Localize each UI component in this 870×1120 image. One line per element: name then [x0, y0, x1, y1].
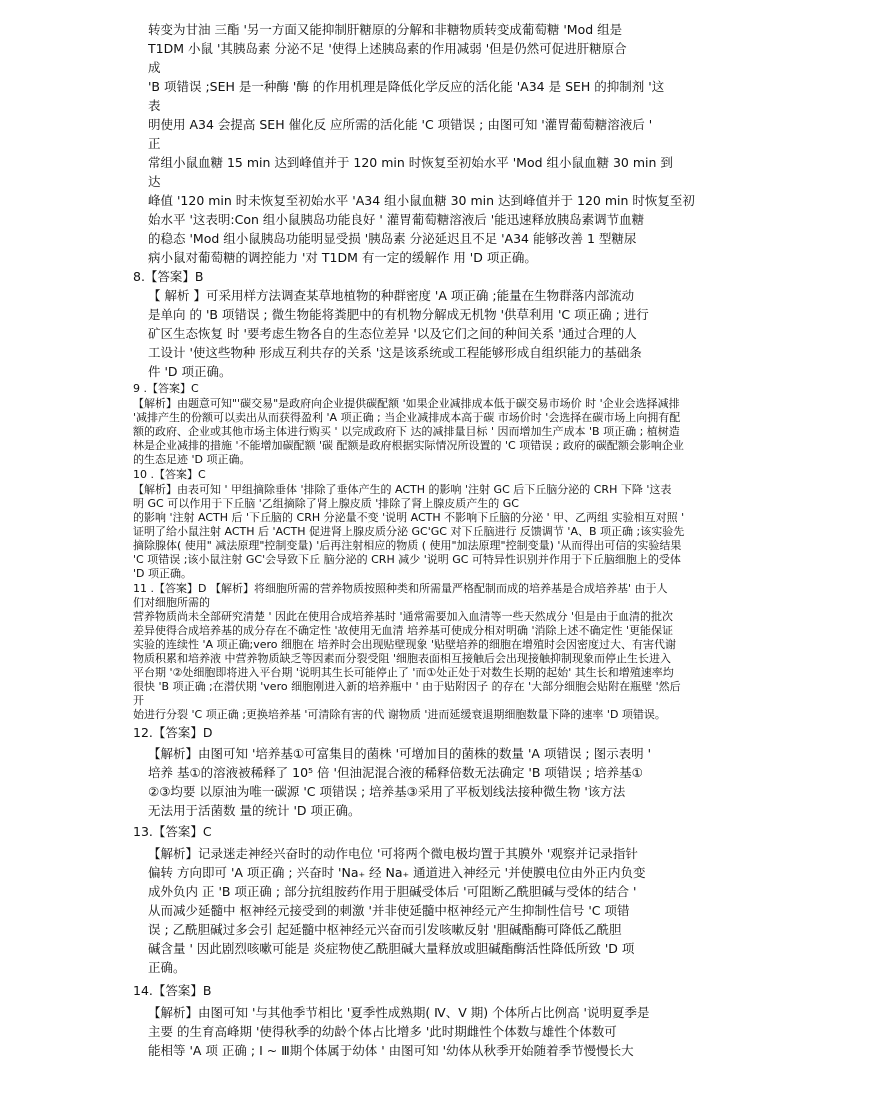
- text-line: 培养 基①的溶液被稀释了 10⁵ 倍 '但油泥混合液的稀释倍数无法确定 'B 项错误 ; 培养基①: [148, 765, 643, 780]
- text-line: 开: [133, 694, 144, 707]
- text-line: 转变为甘油 三酯 '另一方面又能抑制肝糖原的分解和非糖物质转变成葡萄糖 'Mod 组是: [148, 22, 623, 37]
- text-line: 能相等 'A 项 正确 ; Ⅰ ~ Ⅲ期个体属于幼体 ' 由图可知 '幼体从秋季开始随着季节慢慢长大: [148, 1043, 634, 1058]
- text-line: 始水平 '这表明:Con 组小鼠胰岛功能良好 ' 灌胃葡萄糖溶液后 '能迅速释放胰岛素调节血糖: [148, 212, 645, 227]
- text-line: 林是企业减排的措施 '不能增加碳配额 '碳 配额是政府根据实际情况所设置的 'C 项错误 ; 政府的碳配额会影响企业: [133, 439, 684, 452]
- text-line: 成外负内 正 'B 项正确 ; 部分抗组胺药作用于胆碱受体后 '可阻断乙酰胆碱与受体的结合 ': [148, 884, 637, 899]
- text-line: 明使用 A34 会提高 SEH 催化反 应所需的活化能 'C 项错误 ; 由图可知 '灌胃葡萄糖溶液后 ': [148, 117, 653, 132]
- text-line: T1DM 小鼠 '其胰岛素 分泌不足 '使得上述胰岛素的作用减弱 '但是仍然可促进肝糖原合: [148, 41, 627, 56]
- text-line: 摘除腺体( 使用" 减法原理"控制变量) '后再注射相应的物质 ( 使用"加法原理"控制变量) '从而得出可信的实验结果: [133, 539, 682, 552]
- text-line: 件 'D 项正确。: [148, 364, 232, 379]
- text-line: 表: [148, 98, 161, 113]
- text-line: 平台期 '②处细胞即将进入平台期 '说明其生长可能停止了 '而①处正处于对数生长期的起始' 其生长和增殖速率均: [133, 666, 674, 679]
- text-line: 无法用于活菌数 量的统计 'D 项正确。: [148, 803, 361, 818]
- text-line: 'C 项错误 ;该小鼠注射 GC'会导致下丘 脑分泌的 CRH 减少 '说明 GC 可特异性识别并作用于下丘脑细胞上的受体: [133, 553, 681, 566]
- text-line: 【解析】由图可知 '培养基①可富集目的菌株 '可增加目的菌株的数量 'A 项错误 ; 图示表明 ': [148, 746, 652, 761]
- text-line: 【解析】记录迷走神经兴奋时的动作电位 '可将两个微电极均置于其膜外 '观察并记录指针: [148, 846, 638, 861]
- text-line: '减排产生的份额可以卖出从而获得盈利 'A 项正确 ; 当企业减排成本高于碳 市场价时 '会选择在碳市场上向拥有配: [133, 411, 681, 424]
- text-line: 的生态足迹 'D 项正确。: [133, 453, 251, 466]
- text-line: 始进行分裂 'C 项正确 ;更换培养基 '可清除有害的代 谢物质 '进而延缓衰退期细胞数量下降的速率 'D 项错误。: [133, 708, 666, 721]
- text-line: 峰值 '120 min 时未恢复至初始水平 'A34 组小鼠血糖 30 min 达到峰值并于 120 min 时恢复至初: [148, 193, 695, 208]
- text-line: 【 解析 】可采用样方法调查某草地植物的种群密度 'A 项正确 ;能量在生物群落内部流动: [148, 288, 635, 303]
- answer-heading: 12.【答案】D: [133, 725, 213, 740]
- text-line: 营养物质尚未全部研究清楚 ' 因此在使用合成培养基时 '通常需要加入血清等一些天然成分 '但是由于血清的批次: [133, 610, 674, 623]
- answer-heading: 10 .【答案】C: [133, 468, 206, 481]
- text-line: 误 ; 乙酰胆碱过多会引 起延髓中枢神经元兴奋而引发咳嗽反射 '胆碱酯酶可降低乙酰胆: [148, 922, 622, 937]
- text-line: 【解析】由图可知 '与其他季节相比 '夏季性成熟期( Ⅳ、Ⅴ 期) 个体所占比例高 '说明夏季是: [148, 1005, 650, 1020]
- text-line: 碱含量 ' 因此剧烈咳嗽可能是 炎症物使乙酰胆碱大量释放或胆碱酯酶活性降低所致 'D 项: [148, 941, 635, 956]
- text-line: 'B 项错误 ;SEH 是一种酶 '酶 的作用机理是降低化学反应的活化能 'A34 是 SEH 的抑制剂 '这: [148, 79, 665, 94]
- answer-heading: 9 .【答案】C: [133, 382, 199, 395]
- text-line: 达: [148, 174, 161, 189]
- text-line: 正: [148, 136, 161, 151]
- text-line: 矿区生态恢复 时 '要考虑生物各自的生态位差异 '以及它们之间的种间关系 '通过合理的人: [148, 326, 637, 341]
- text-line: 证明了给小鼠注射 ACTH 后 'ACTH 促进肾上腺皮质分泌 GC'GC 对下丘脑进行 反馈调节 'A、B 项正确 ;该实验先: [133, 525, 685, 538]
- text-line: 很快 'B 项正确 ;在潜伏期 'vero 细胞刚进入新的培养瓶中 ' 由于贴附因子 的存在 '大部分细胞会贴附在瓶壁 '然后: [133, 680, 681, 693]
- text-line: 11 .【答案】D 【解析】将细胞所需的营养物质按照种类和所需量严格配制而成的培养基是合成培养基' 由于人: [133, 582, 668, 595]
- text-line: 的影响 '注射 ACTH 后 '下丘脑的 CRH 分泌量不变 '说明 ACTH 不影响下丘脑的分泌 ' 甲、乙两组 实验相互对照 ': [133, 511, 685, 524]
- text-line: 正确。: [148, 960, 186, 975]
- text-line: 们对细胞所需的: [133, 596, 210, 609]
- text-line: 【解析】由题意可知"'碳交易"是政府向企业提供碳配额 '如果企业减排成本低于碳交易市场价 时 '企业会选择减排: [133, 397, 680, 410]
- text-line: 偏转 方向即可 'A 项正确 ; 兴奋时 'Na₊ 经 Na₊ 通道进入神经元 '并使膜电位由外正内负变: [148, 865, 646, 880]
- answer-heading: 14.【答案】B: [133, 983, 212, 998]
- text-line: 工设计 '使这些物种 形成互利共存的关系 '这是该系统或工程能够形成自组织能力的基础条: [148, 345, 642, 360]
- text-line: 常组小鼠血糖 15 min 达到峰值并于 120 min 时恢复至初始水平 'Mod 组小鼠血糖 30 min 到: [148, 155, 673, 170]
- text-line: 实验的连续性 'A 项正确;vero 细胞在 培养时会出现贴壁现象 '贴壁培养的细胞在增殖时会因密度过大、有害代谢: [133, 638, 677, 651]
- text-line: 额的政府、企业或其他市场主体进行购买 ' 以完成政府下 达的减排量目标 ' 因而增加生产成本 'B 项正确 ; 植树造: [133, 425, 680, 438]
- text-line: 是单向 的 'B 项错误 ; 微生物能将粪肥中的有机物分解成无机物 '供草利用 'C 项正确 ; 进行: [148, 307, 649, 322]
- text-line: 从而减少延髓中 枢神经元接受到的刺激 '并非使延髓中枢神经元产生抑制性信号 'C 项错: [148, 903, 630, 918]
- text-line: 病小鼠对葡萄糖的调控能力 '对 T1DM 有一定的缓解作 用 'D 项正确。: [148, 250, 537, 265]
- text-line: 主要 的生育高峰期 '使得秋季的幼龄个体占比增多 '此时期雌性个体数与雄性个体数可: [148, 1024, 617, 1039]
- answer-heading: 13.【答案】C: [133, 824, 212, 839]
- text-line: 差异使得合成培养基的成分存在不确定性 '故使用无血清 培养基可使成分相对明确 '消除上述不确定性 '更能保证: [133, 624, 674, 637]
- text-line: 成: [148, 60, 161, 75]
- text-line: 物质积累和培养液 中营养物质缺乏等因素而分裂受阻 '细胞表面相互接触后会出现接触抑制现象而停止生长进入: [133, 652, 672, 665]
- text-line: 明 GC 可以作用于下丘脑 '乙组摘除了肾上腺皮质 '排除了肾上腺皮质产生的 GC: [133, 497, 519, 510]
- text-line: 的稳态 'Mod 组小鼠胰岛功能明显受损 '胰岛素 分泌延迟且不足 'A34 能够改善 1 型糖尿: [148, 231, 637, 246]
- text-line: 'D 项正确。: [133, 567, 192, 580]
- answer-heading: 8.【答案】B: [133, 269, 204, 284]
- text-line: 【解析】由表可知 ' 甲组摘除垂体 '排除了垂体产生的 ACTH 的影响 '注射 GC 后下丘脑分泌的 CRH 下降 '这表: [133, 483, 672, 496]
- text-line: ②③均要 以原油为唯一碳源 'C 项错误 ; 培养基③采用了平板划线法接种微生物 '该方法: [148, 784, 626, 799]
